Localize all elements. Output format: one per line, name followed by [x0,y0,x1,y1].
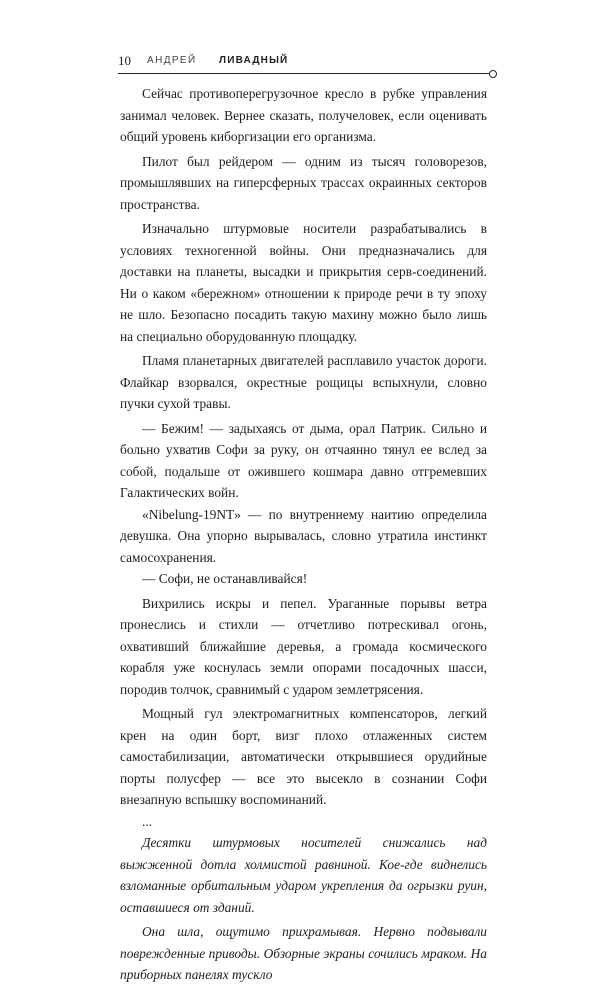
italic-paragraph: Десятки штурмовых носителей снижались над выжженной дотла холмистой равниной. Кое-где виднелись взломанные орбитальным ударом укрепления да огрызки руин, оставшиеся от зданий. [120,835,487,915]
paragraph: Вихрились искры и пепел. Ураганные порывы ветра пронеслись и стихли — отчетливо потрескивал огонь, охвативший ближайшие деревья, а громада космического корабля уже коснулась земли опорами посадочных шасси, породив толчок, сравнимый с ударом землетрясения. [120,595,487,697]
paragraph: — Бежим! — задыхаясь от дыма, орал Патрик. Сильно и больно ухватив Софи за руку, он отчаянно тянул ее вслед за собой, подальше от ожившего кошмара давно отгремевших Галактических войн. [120,420,487,500]
paragraph: Сейчас противоперегрузочное кресло в рубке управления занимал человек. Вернее сказать, получеловек, если оценивать общий уровень киборгизации его организма. [120,86,487,144]
scene-break-ellipsis: ... [142,813,153,829]
author-last-name: ЛИВАДНЫЙ [219,55,289,66]
paragraph: Пилот был рейдером — одним из тысяч головорезов, промышлявших на гиперсферных трассах окраинных секторов пространства. [120,153,487,212]
paragraph: Изначально штурмовые носители разрабатывались в условиях техногенной войны. Они предназначались для доставки на планеты, высадки и прикрытия серв-соединений. Ни о каком «бережном» отношении к природе речи в ту эпоху не шло. Безопасно посадить такую махину можно было лишь на специально оборудованную площадку. [120,221,487,344]
header-rule [118,73,492,74]
page-number: 10 [118,53,131,68]
author-first-name: АНДРЕЙ [147,55,197,66]
paragraph: Мощный гул электромагнитных компенсаторов, легкий крен на один борт, визг плохо отлаженных систем самостабилизации, автоматически открывшиеся орудийные порты полусфер — все это высекло в сознании Софи внезапную вспышку воспоминаний. [120,706,487,807]
body-text [120,83,487,986]
running-header [108,53,498,73]
header-rule-end-circle [489,70,497,78]
paragraph: «Nibelung-19NT» — по внутреннему наитию определила девушка. Она упорно вырывалась, словно утратила инстинкт самосохранения. [120,506,487,565]
paragraph: — Софи, не останавливайся! [142,571,308,586]
paragraph: Пламя планетарных двигателей расплавило участок дороги. Флайкар взорвался, окрестные рощицы вспыхнули, словно пучки сухой травы. [120,353,487,411]
italic-paragraph: Она шла, ощутимо прихрамывая. Нервно подвывали поврежденные приводы. Обзорные экраны сочились мраком. На приборных панелях тускло [120,924,487,982]
